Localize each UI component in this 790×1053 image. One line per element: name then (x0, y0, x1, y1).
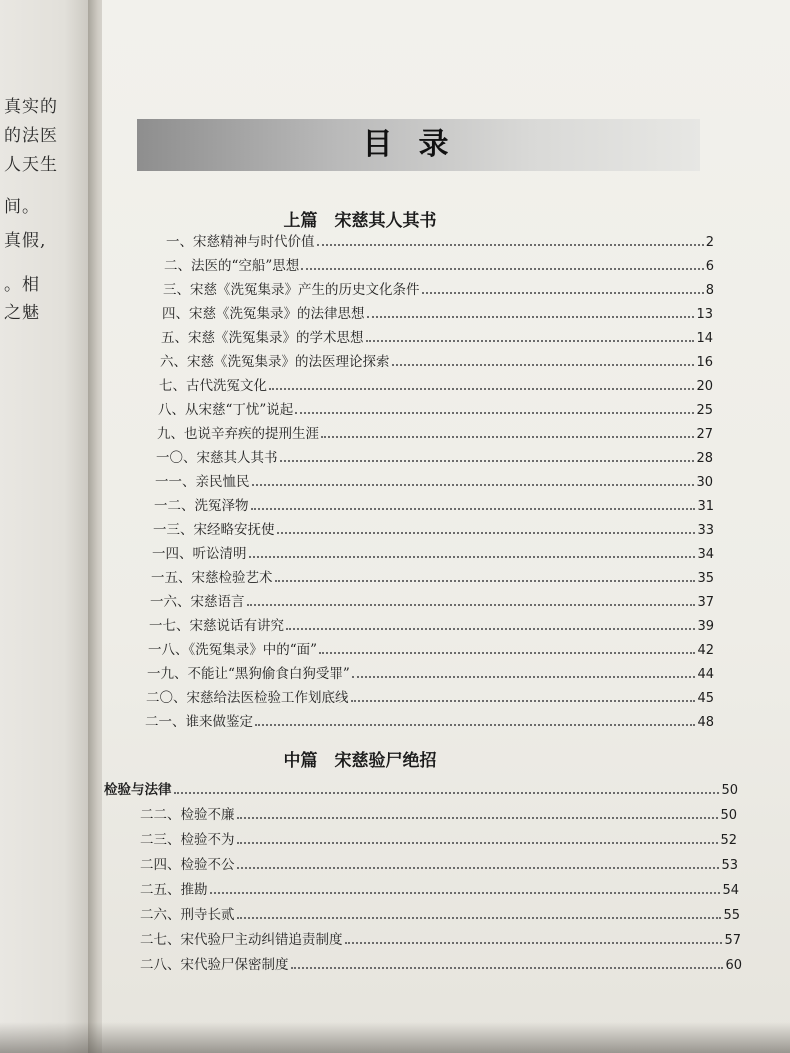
toc-entry[interactable] (140, 930, 741, 950)
dot-leader (367, 304, 695, 318)
dot-leader (351, 688, 696, 702)
dot-leader (174, 780, 720, 794)
toc-entry-page: 55 (723, 908, 740, 923)
toc-entry[interactable] (145, 712, 714, 732)
toc-entry-page: 27 (696, 427, 713, 442)
dot-leader (252, 472, 695, 486)
toc-entry[interactable] (156, 448, 713, 468)
toc-entry-page: 42 (697, 643, 714, 658)
dot-leader (249, 544, 696, 558)
toc-entry-label: 一〇、宋慈其人其书 (156, 450, 278, 466)
toc-entry-page: 28 (696, 451, 713, 466)
dot-leader (301, 256, 703, 270)
dot-leader (275, 568, 696, 582)
dot-leader (321, 424, 694, 438)
toc-entry-label: 二八、宋代验尸保密制度 (140, 957, 289, 973)
dot-leader (392, 352, 695, 366)
toc-entry-page: 57 (724, 933, 741, 948)
part1-title: 上篇 宋慈其人其书 (283, 211, 437, 231)
toc-entry-page: 54 (722, 883, 739, 898)
toc-entry[interactable] (148, 640, 714, 660)
toc-entry[interactable] (140, 830, 737, 850)
dot-leader (345, 930, 723, 944)
toc-entry-page: 20 (696, 379, 713, 394)
toc-entry-label: 八、从宋慈“丁忧”说起 (158, 402, 294, 418)
bottom-shadow (0, 1022, 790, 1053)
toc-entry-page: 33 (697, 523, 714, 538)
toc-entry-label: 二、法医的“空船”思想 (164, 258, 300, 274)
toc-entry-label: 二四、检验不公 (140, 857, 235, 873)
dot-leader (280, 448, 695, 462)
toc-entry[interactable] (154, 496, 714, 516)
toc-entry[interactable] (153, 520, 714, 540)
toc-entry[interactable] (157, 424, 713, 444)
dot-leader (255, 712, 695, 726)
toc-entry-label: 五、宋慈《洗冤集录》的学术思想 (161, 330, 364, 346)
left-page-text-line: 之魅 (4, 303, 40, 323)
toc-entry-label: 一三、宋经略安抚使 (153, 522, 275, 538)
dot-leader (237, 905, 722, 919)
toc-entry[interactable] (161, 328, 713, 348)
toc-entry-label: 一七、宋慈说话有讲究 (149, 618, 284, 634)
toc-entry[interactable] (140, 880, 739, 900)
toc-entry[interactable] (140, 955, 742, 975)
toc-entry-page: 52 (720, 833, 737, 848)
toc-entry[interactable] (155, 472, 713, 492)
toc-section-label: 检验与法律 (104, 782, 172, 798)
toc-entry-page: 31 (697, 499, 714, 514)
toc-entry-page: 53 (721, 858, 738, 873)
left-page-text-line: 人天生 (4, 155, 58, 175)
toc-entry-label: 一五、宋慈检验艺术 (151, 570, 273, 586)
dot-leader (317, 232, 704, 246)
toc-entry-page: 45 (697, 691, 714, 706)
toc-entry[interactable] (147, 664, 714, 684)
toc-entry[interactable] (140, 855, 738, 875)
toc-entry-label: 六、宋慈《洗冤集录》的法医理论探索 (160, 354, 390, 370)
toc-entry-label: 一四、听讼清明 (152, 546, 247, 562)
toc-entry[interactable] (150, 592, 714, 612)
toc-section-page: 50 (721, 783, 738, 798)
toc-entry-page: 25 (696, 403, 713, 418)
toc-entry-page: 50 (720, 808, 737, 823)
toc-entry-label: 二三、检验不为 (140, 832, 235, 848)
toc-entry[interactable] (158, 400, 713, 420)
dot-leader (366, 328, 695, 342)
toc-entry-label: 四、宋慈《洗冤集录》的法律思想 (162, 306, 365, 322)
toc-entry[interactable] (166, 232, 714, 252)
toc-entry-label: 三、宋慈《洗冤集录》产生的历史文化条件 (163, 282, 420, 298)
dot-leader (352, 664, 696, 678)
dot-leader (422, 280, 704, 294)
dot-leader (251, 496, 696, 510)
left-page-text-line: 间。 (4, 197, 40, 217)
dot-leader (291, 955, 724, 969)
toc-entry-page: 35 (697, 571, 714, 586)
toc-entry-page: 6 (705, 259, 714, 274)
dot-leader (295, 400, 694, 414)
toc-entry[interactable] (163, 280, 714, 300)
toc-entry-label: 一八、《洗冤集录》中的“面” (148, 642, 318, 658)
left-facing-page (0, 0, 92, 1053)
toc-entry[interactable] (152, 544, 714, 564)
toc-entry-page: 34 (697, 547, 714, 562)
toc-entry[interactable] (151, 568, 714, 588)
toc-entry-label: 二七、宋代验尸主动纠错追责制度 (140, 932, 343, 948)
toc-entry-page: 8 (705, 283, 714, 298)
dot-leader (277, 520, 696, 534)
dot-leader (210, 880, 721, 894)
toc-entry-page: 44 (697, 667, 714, 682)
toc-entry-label: 二〇、宋慈给法医检验工作划底线 (146, 690, 349, 706)
left-page-text-line: 的法医 (4, 126, 58, 146)
toc-entry-page: 37 (697, 595, 714, 610)
toc-entry[interactable] (162, 304, 713, 324)
toc-entry[interactable] (140, 905, 740, 925)
toc-entry-page: 30 (696, 475, 713, 490)
toc-entry-page: 14 (696, 331, 713, 346)
left-page-text-line: 。相 (4, 275, 40, 295)
dot-leader (247, 592, 696, 606)
part2-title: 中篇 宋慈验尸绝招 (283, 751, 437, 771)
toc-entry-label: 二一、谁来做鉴定 (145, 714, 253, 730)
left-page-text-line: 真假, (4, 231, 47, 251)
left-page-text-line: 真实的 (4, 97, 58, 117)
toc-entry-page: 2 (705, 235, 714, 250)
dot-leader (319, 640, 695, 654)
toc-entry-label: 九、也说辛弃疾的提刑生涯 (157, 426, 319, 442)
dot-leader (237, 855, 720, 869)
toc-entry[interactable] (164, 256, 714, 276)
toc-entry-page: 16 (696, 355, 713, 370)
page-title: 目录 (362, 127, 475, 162)
toc-entry-label: 一一、亲民恤民 (155, 474, 250, 490)
toc-entry-label: 二二、检验不廉 (140, 807, 235, 823)
toc-entry-label: 一二、洗冤泽物 (154, 498, 249, 514)
dot-leader (269, 376, 694, 390)
toc-entry[interactable] (146, 688, 714, 708)
toc-entry-label: 一六、宋慈语言 (150, 594, 245, 610)
toc-entry-label: 一九、不能让“黑狗偷食白狗受罪” (147, 666, 350, 682)
toc-entry-label: 一、宋慈精神与时代价值 (166, 234, 315, 250)
dot-leader (237, 805, 719, 819)
toc-entry-label: 二六、刑寺长贰 (140, 907, 235, 923)
toc-section[interactable] (104, 780, 738, 800)
toc-entry[interactable] (149, 616, 714, 636)
toc-entry-page: 48 (697, 715, 714, 730)
toc-entry[interactable] (140, 805, 737, 825)
toc-entry-page: 60 (725, 958, 742, 973)
toc-entry-page: 13 (696, 307, 713, 322)
toc-entry[interactable] (160, 352, 713, 372)
toc-entry[interactable] (159, 376, 713, 396)
toc-entry-label: 七、古代洗冤文化 (159, 378, 267, 394)
toc-entry-page: 39 (697, 619, 714, 634)
dot-leader (237, 830, 719, 844)
toc-entry-label: 二五、推勘 (140, 882, 208, 898)
dot-leader (286, 616, 695, 630)
